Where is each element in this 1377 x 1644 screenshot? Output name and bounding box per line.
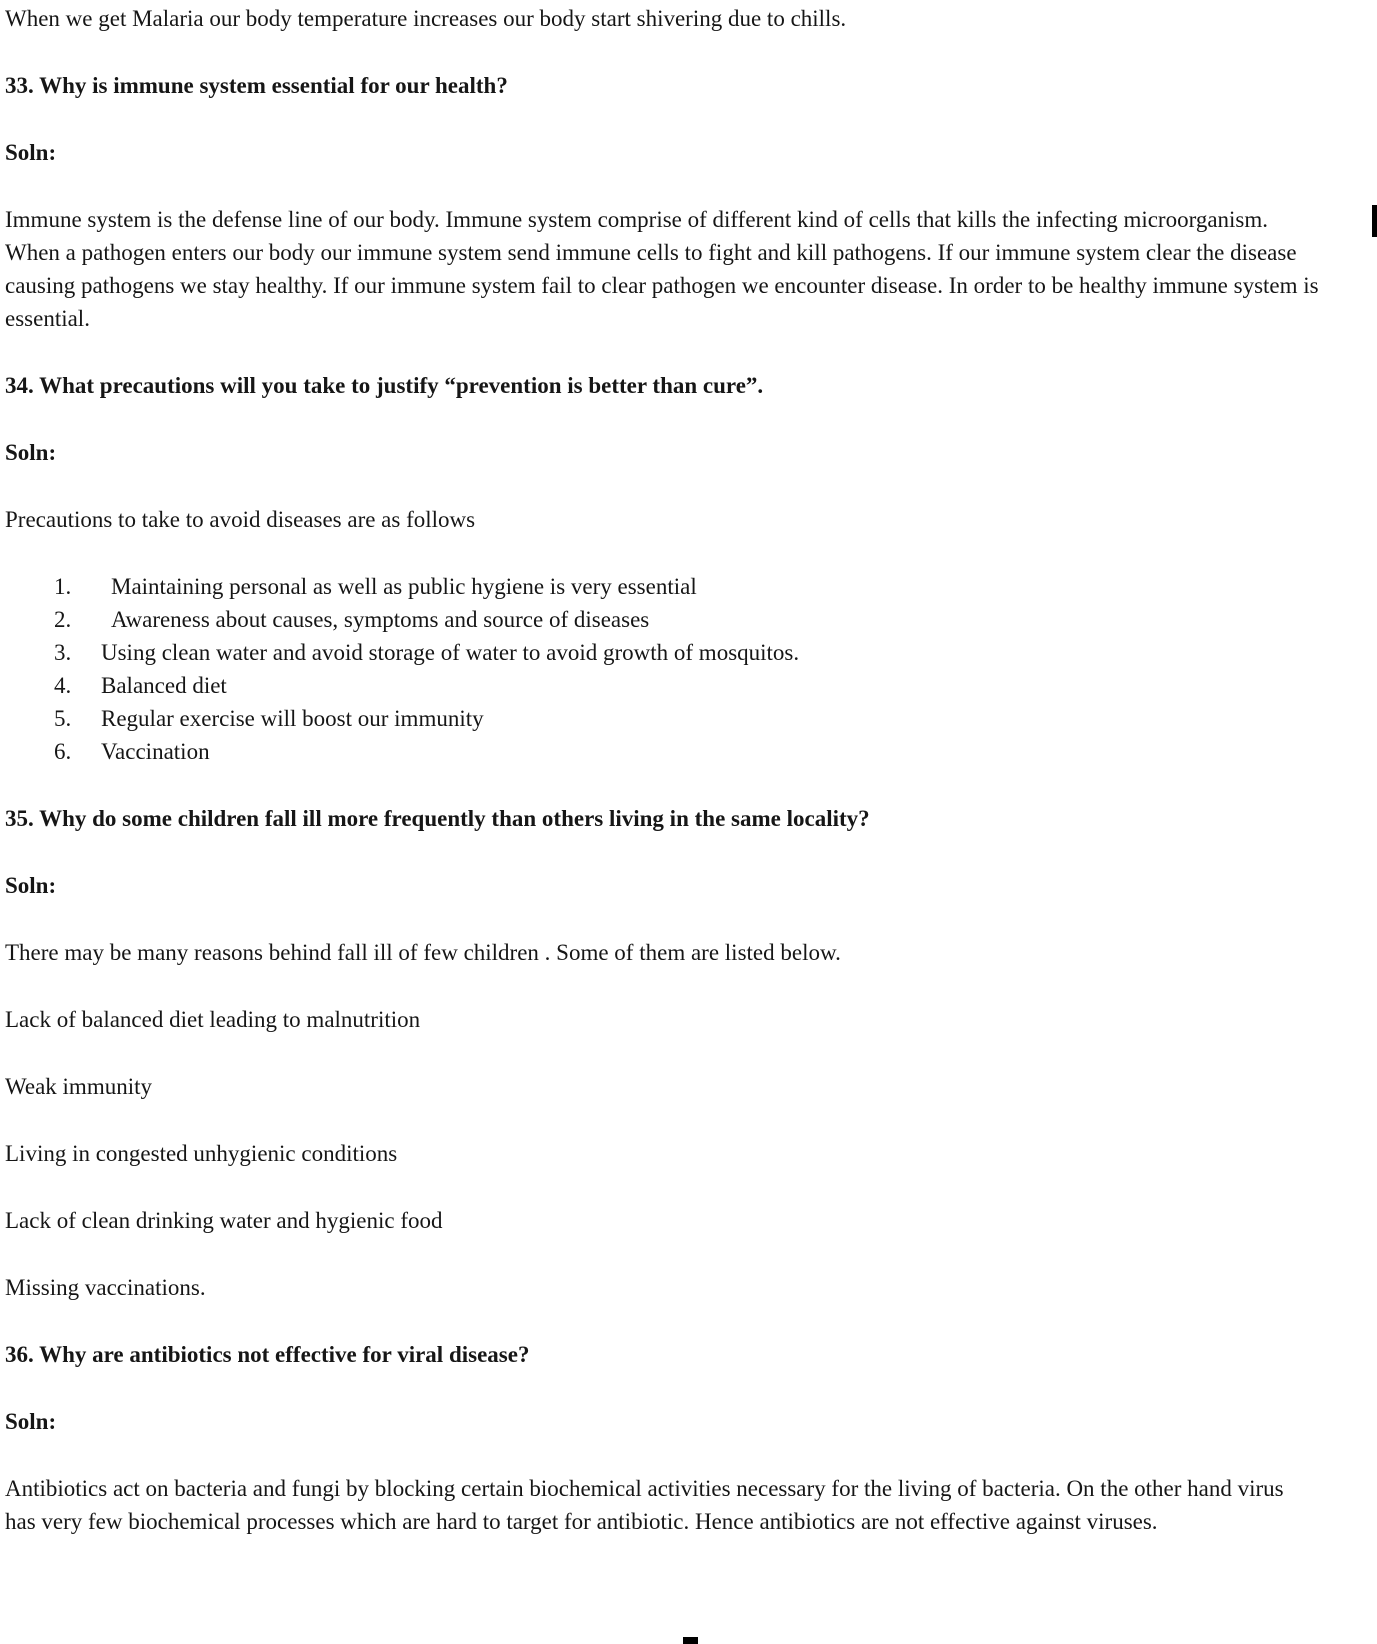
- question-36-heading: 36. Why are antibiotics not effective for viral disease?: [5, 1342, 530, 1367]
- reason-paragraph: Weak immunity: [5, 1074, 152, 1099]
- list-item-number: 2.: [54, 607, 72, 632]
- intro-paragraph: When we get Malaria our body temperature increases our body start shivering due to chills.: [5, 6, 847, 31]
- q33-answer-paragraph: Immune system is the defense line of our body. Immune system comprise of different kind of cells that kills the infecting microorganism. When a pathogen enters our body our immune system send immune cells to fight and kill pathogens. If our immune system clear the disease causing pathogens we stay healthy. If our immune system fail to clear pathogen we encounter disease. In order to be healthy immune system is essential.: [5, 207, 1319, 331]
- list-item-text: Vaccination: [101, 739, 210, 764]
- list-item-text: Regular exercise will boost our immunity: [101, 706, 484, 731]
- question-34-heading: 34. What precautions will you take to justify “prevention is better than cure”.: [5, 373, 764, 398]
- list-item-text: Maintaining personal as well as public hygiene is very essential: [111, 574, 697, 599]
- reason-paragraph: Missing vaccinations.: [5, 1275, 206, 1300]
- scan-artifact-mark: [1372, 205, 1377, 237]
- q34-answer-intro: Precautions to take to avoid diseases are as follows: [5, 507, 476, 532]
- question-35-heading: 35. Why do some children fall ill more frequently than others living in the same locality?: [5, 806, 870, 831]
- list-item-number: 5.: [54, 706, 72, 731]
- q33-soln-label: Soln:: [5, 140, 57, 165]
- list-item-text: Balanced diet: [101, 673, 227, 698]
- list-item: [5, 735, 1319, 768]
- list-item-number: 3.: [54, 640, 72, 665]
- question-33-heading: 33. Why is immune system essential for our health?: [5, 73, 508, 98]
- list-item-number: 1.: [54, 574, 72, 599]
- list-item: [5, 570, 1319, 603]
- q35-soln-label: Soln:: [5, 873, 57, 898]
- q36-answer-paragraph: Antibiotics act on bacteria and fungi by blocking certain biochemical activities necessary for the living of bacteria. On the other hand virus has very few biochemical processes which are hard to target for antibiotic. Hence antibiotics are not effective against viruses.: [5, 1476, 1284, 1534]
- q36-soln-label: Soln:: [5, 1409, 57, 1434]
- precautions-list: [5, 570, 1319, 768]
- scan-artifact-mark: [683, 1637, 698, 1644]
- q34-soln-label: Soln:: [5, 440, 57, 465]
- list-item: [5, 702, 1319, 735]
- q35-answer-intro: There may be many reasons behind fall ill of few children . Some of them are listed below.: [5, 940, 841, 965]
- reason-paragraph: Lack of clean drinking water and hygienic food: [5, 1208, 443, 1233]
- reason-paragraph: Lack of balanced diet leading to malnutrition: [5, 1007, 421, 1032]
- list-item: [5, 669, 1319, 702]
- list-item-text: Awareness about causes, symptoms and source of diseases: [111, 607, 650, 632]
- list-item: [5, 603, 1319, 636]
- reason-paragraph: Living in congested unhygienic conditions: [5, 1141, 398, 1166]
- list-item-text: Using clean water and avoid storage of water to avoid growth of mosquitos.: [101, 640, 800, 665]
- list-item-number: 6.: [54, 739, 72, 764]
- list-item-number: 4.: [54, 673, 72, 698]
- list-item: [5, 636, 1319, 669]
